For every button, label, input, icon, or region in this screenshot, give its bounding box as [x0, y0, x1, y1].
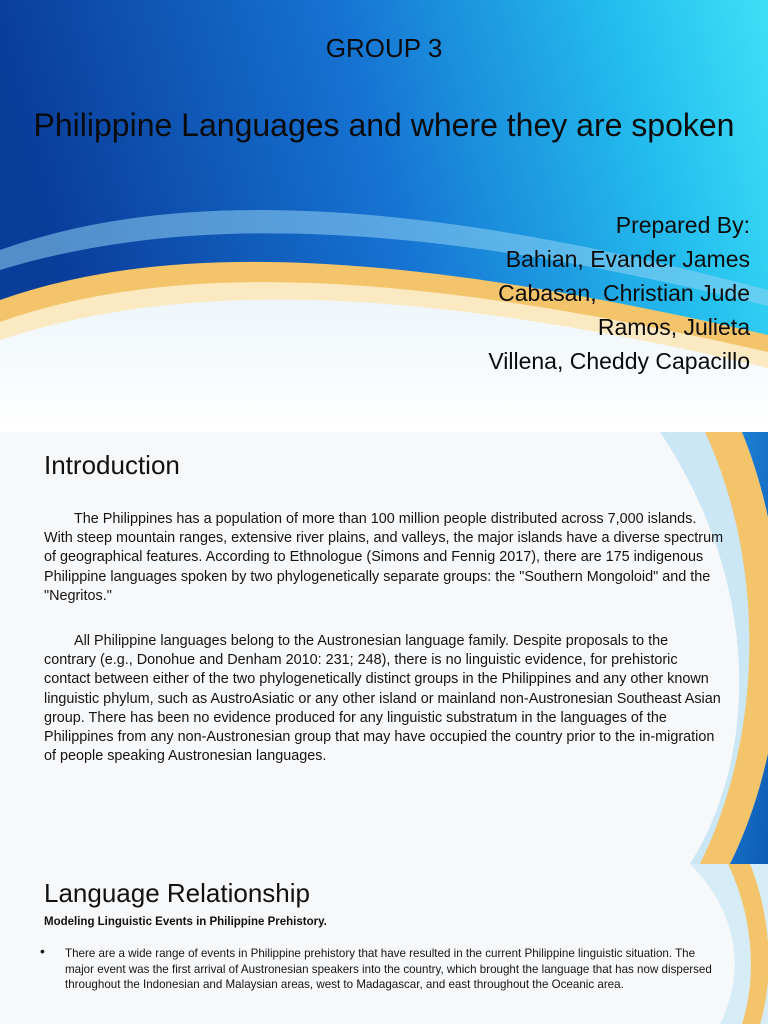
bullet-text: There are a wide range of events in Philippine prehistory that have resulted in the current Philippine linguistic situation. The major event was the first arrival of Austronesian speakers into the country, which brought the language that has now dispersed throughout the Indonesian and Malaysian areas, west to Madagascar, and east throughout the Oceanic area.	[65, 947, 712, 992]
bullet-item	[40, 943, 724, 993]
language-relationship-slide	[0, 864, 768, 1024]
intro-paragraph-text: The Philippines has a population of more than 100 million people distributed across 7,000 islands. With steep mountain ranges, extensive river plains, and valleys, the major islands have a diverse spectrum of geographical features. According to Ethnologue (Simons and Fennig 2017), there are 175 indigenous Philippine languages spoken by two phylogenetically separate groups: the "Southern Mongoloid" and the "Negritos."	[44, 511, 724, 604]
section-heading: Language Relationship	[44, 878, 310, 908]
introduction-slide	[0, 432, 768, 864]
member-name: Ramos, Julieta	[597, 314, 750, 340]
group-label: GROUP 3	[325, 33, 443, 63]
member-name: Bahian, Evander James	[505, 246, 750, 272]
intro-paragraph	[44, 510, 724, 606]
intro-paragraph-text: All Philippine languages belong to the Austronesian language family. Despite proposals to the contrary (e.g., Donohue and Denham 2010: 231; 248), there is no linguistic evidence, for prehistoric contact between either of the two phylogenetically distinct groups in the Philippines and any other known linguistic phylum, such as AustroAsiatic or any other island or mainland non-Austronesian Southeast Asian group. There has been no evidence produced for any linguistic substratum in the languages of the Philippines from any non-Austronesian group that may have occupied the country prior to the in-migration of people speaking Austronesian languages.	[44, 633, 721, 765]
title-slide	[0, 0, 768, 432]
prepared-by-block	[488, 208, 750, 378]
section-heading: Introduction	[44, 450, 180, 480]
intro-paragraph	[44, 632, 724, 766]
bullet-marker: •	[40, 943, 45, 959]
prepared-by-label: Prepared By:	[615, 212, 750, 238]
member-name: Villena, Cheddy Capacillo	[488, 348, 750, 374]
presentation-title: Philippine Languages and where they are spoken	[33, 107, 735, 143]
section-subheading: Modeling Linguistic Events in Philippine Prehistory.	[44, 916, 327, 928]
member-name: Cabasan, Christian Jude	[498, 280, 750, 306]
